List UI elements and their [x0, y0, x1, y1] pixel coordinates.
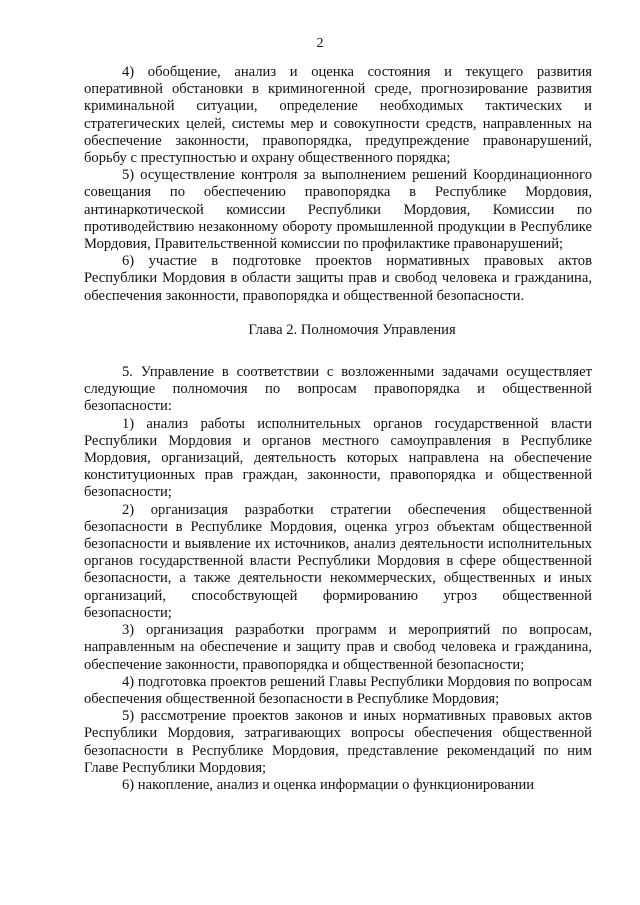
paragraph: 5) рассмотрение проектов законов и иных нормативных правовых актов Республики Мордовия, затрагивающих вопросы обеспечения общественной безопасности в Республике Мордовия, представление рекомендаций по ним Главе Республики Мордовия; [84, 708, 592, 776]
paragraph: 5. Управление в соответствии с возложенными задачами осуществляет следующие полномочия по вопросам правопорядка и общественной безопасности: [84, 364, 592, 415]
paragraph: 6) накопление, анализ и оценка информации о функционировании [122, 776, 535, 793]
paragraph: 4) подготовка проектов решений Главы Республики Мордовия по вопросам обеспечения общественной безопасности в Республике Мордовия; [84, 673, 592, 707]
paragraph: 1) анализ работы исполнительных органов государственной власти Республики Мордовия и органов местного самоуправления в Республике Мордовия, организаций, деятельность которых направлена на обеспечение конституционных прав граждан, законности, правопорядка и общественной безопасности; [84, 415, 592, 501]
paragraph: 4) обобщение, анализ и оценка состояния и текущего развития оперативной обстановки в криминогенной среде, прогнозирование развития криминальной ситуации, определение необходимых тактических и стратегических целей, системы мер и совокупности средств, направленных на обеспечение законности, правопорядка, предупреждение правонарушений, борьбу с преступностью и охрану общественного порядка; [84, 64, 592, 167]
paragraph: 6) участие в подготовке проектов нормативных правовых актов Республики Мордовия в области защиты прав и свобод человека и гражданина, обеспечения законности, правопорядка и общественной безопасности. [84, 253, 592, 304]
paragraph: 3) организация разработки программ и мероприятий по вопросам, направленным на обеспечение и защиту прав и свобод человека и гражданина, обеспечение законности, правопорядка и общественной безопасности; [84, 622, 592, 673]
paragraph: 5) осуществление контроля за выполнением решений Координационного совещания по обеспечению правопорядка в Республике Мордовия, антинаркотической комиссии Республики Мордовия, Комиссии по противодействию незаконному обороту промышленной продукции в Республике Мордовия, Правительственной комиссии по профилактике правонарушений; [84, 167, 592, 253]
page-number: 2 [316, 36, 324, 51]
document-body [84, 64, 592, 794]
chapter-heading: Глава 2. Полномочия Управления [248, 321, 456, 338]
paragraph: 2) организация разработки стратегии обеспечения общественной безопасности в Республике Мордовия, оценка угроз объектам общественной безопасности и выявление их источников, анализ деятельности исполнительных органов государственной власти Республики Мордовия в сфере общественной безопасности, а также деятельности некоммерческих, общественных и иных организаций, способствующей формированию угроз общественной безопасности; [84, 501, 592, 621]
